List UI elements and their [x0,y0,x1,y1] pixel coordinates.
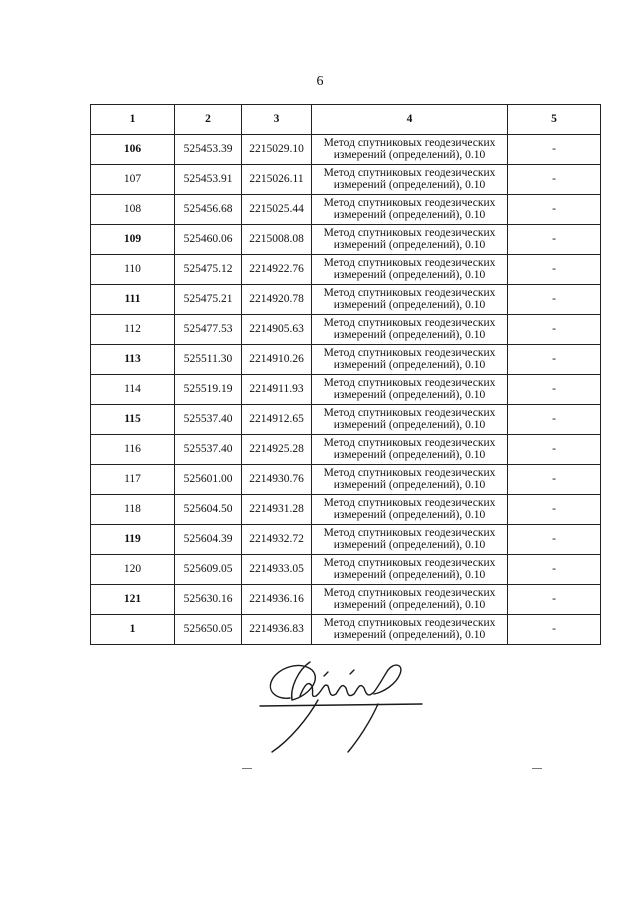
x-coordinate-cell: 525456.68 [175,195,242,225]
table-row [91,225,601,255]
header-col-2: 2 [175,105,242,135]
scan-mark-left [242,768,252,769]
header-col-5: 5 [508,105,601,135]
point-cell: 109 [91,225,175,255]
note-cell: - [508,375,601,405]
point-cell: 117 [91,465,175,495]
method-cell: Метод спутниковых геодезических измерений (определений), 0.10 [312,585,508,615]
y-coordinate-cell: 2214931.28 [242,495,312,525]
y-coordinate-cell: 2214930.76 [242,465,312,495]
method-cell: Метод спутниковых геодезических измерений (определений), 0.10 [312,495,508,525]
method-cell: Метод спутниковых геодезических измерений (определений), 0.10 [312,405,508,435]
y-coordinate-cell: 2215029.10 [242,135,312,165]
note-cell: - [508,615,601,645]
scan-mark-right [532,768,542,769]
y-coordinate-cell: 2214925.28 [242,435,312,465]
method-cell: Метод спутниковых геодезических измерений (определений), 0.10 [312,435,508,465]
y-coordinate-cell: 2215025.44 [242,195,312,225]
point-cell: 121 [91,585,175,615]
table-row [91,195,601,225]
method-cell: Метод спутниковых геодезических измерений (определений), 0.10 [312,255,508,285]
x-coordinate-cell: 525519.19 [175,375,242,405]
method-cell: Метод спутниковых геодезических измерений (определений), 0.10 [312,285,508,315]
point-cell: 108 [91,195,175,225]
note-cell: - [508,555,601,585]
method-cell: Метод спутниковых геодезических измерений (определений), 0.10 [312,555,508,585]
x-coordinate-cell: 525604.50 [175,495,242,525]
y-coordinate-cell: 2214936.16 [242,585,312,615]
coordinates-table [90,104,601,645]
x-coordinate-cell: 525609.05 [175,555,242,585]
note-cell: - [508,405,601,435]
x-coordinate-cell: 525475.21 [175,285,242,315]
table-row [91,285,601,315]
x-coordinate-cell: 525475.12 [175,255,242,285]
table-row [91,165,601,195]
page-number: 6 [316,74,324,89]
table-row [91,345,601,375]
table-row [91,525,601,555]
y-coordinate-cell: 2214912.65 [242,405,312,435]
point-cell: 113 [91,345,175,375]
point-cell: 112 [91,315,175,345]
header-col-4: 4 [312,105,508,135]
x-coordinate-cell: 525630.16 [175,585,242,615]
y-coordinate-cell: 2214905.63 [242,315,312,345]
note-cell: - [508,165,601,195]
note-cell: - [508,195,601,225]
x-coordinate-cell: 525537.40 [175,435,242,465]
table-row [91,135,601,165]
note-cell: - [508,225,601,255]
method-cell: Метод спутниковых геодезических измерений (определений), 0.10 [312,465,508,495]
table-header-row [91,105,601,135]
point-cell: 111 [91,285,175,315]
note-cell: - [508,585,601,615]
x-coordinate-cell: 525601.00 [175,465,242,495]
x-coordinate-cell: 525604.39 [175,525,242,555]
point-cell: 115 [91,405,175,435]
signature-icon [238,640,438,770]
table-row [91,495,601,525]
point-cell: 107 [91,165,175,195]
method-cell: Метод спутниковых геодезических измерений (определений), 0.10 [312,345,508,375]
table-body [91,135,601,645]
point-cell: 118 [91,495,175,525]
note-cell: - [508,345,601,375]
x-coordinate-cell: 525453.91 [175,165,242,195]
table-row [91,585,601,615]
note-cell: - [508,465,601,495]
method-cell: Метод спутниковых геодезических измерений (определений), 0.10 [312,375,508,405]
y-coordinate-cell: 2214911.93 [242,375,312,405]
y-coordinate-cell: 2214933.05 [242,555,312,585]
header-col-1: 1 [91,105,175,135]
note-cell: - [508,135,601,165]
header-col-3: 3 [242,105,312,135]
table-row [91,435,601,465]
method-cell: Метод спутниковых геодезических измерений (определений), 0.10 [312,615,508,645]
method-cell: Метод спутниковых геодезических измерений (определений), 0.10 [312,165,508,195]
x-coordinate-cell: 525477.53 [175,315,242,345]
note-cell: - [508,315,601,345]
method-cell: Метод спутниковых геодезических измерений (определений), 0.10 [312,525,508,555]
note-cell: - [508,525,601,555]
x-coordinate-cell: 525453.39 [175,135,242,165]
point-cell: 114 [91,375,175,405]
point-cell: 119 [91,525,175,555]
x-coordinate-cell: 525511.30 [175,345,242,375]
y-coordinate-cell: 2214910.26 [242,345,312,375]
x-coordinate-cell: 525650.05 [175,615,242,645]
table-row [91,465,601,495]
y-coordinate-cell: 2215008.08 [242,225,312,255]
y-coordinate-cell: 2215026.11 [242,165,312,195]
point-cell: 1 [91,615,175,645]
y-coordinate-cell: 2214932.72 [242,525,312,555]
y-coordinate-cell: 2214920.78 [242,285,312,315]
note-cell: - [508,495,601,525]
method-cell: Метод спутниковых геодезических измерений (определений), 0.10 [312,195,508,225]
y-coordinate-cell: 2214922.76 [242,255,312,285]
method-cell: Метод спутниковых геодезических измерений (определений), 0.10 [312,135,508,165]
method-cell: Метод спутниковых геодезических измерений (определений), 0.10 [312,225,508,255]
table-row [91,375,601,405]
x-coordinate-cell: 525537.40 [175,405,242,435]
x-coordinate-cell: 525460.06 [175,225,242,255]
table-row [91,255,601,285]
method-cell: Метод спутниковых геодезических измерений (определений), 0.10 [312,315,508,345]
table-row [91,315,601,345]
note-cell: - [508,285,601,315]
y-coordinate-cell: 2214936.83 [242,615,312,645]
point-cell: 110 [91,255,175,285]
table-row [91,405,601,435]
point-cell: 106 [91,135,175,165]
point-cell: 116 [91,435,175,465]
table-row [91,555,601,585]
note-cell: - [508,255,601,285]
point-cell: 120 [91,555,175,585]
note-cell: - [508,435,601,465]
